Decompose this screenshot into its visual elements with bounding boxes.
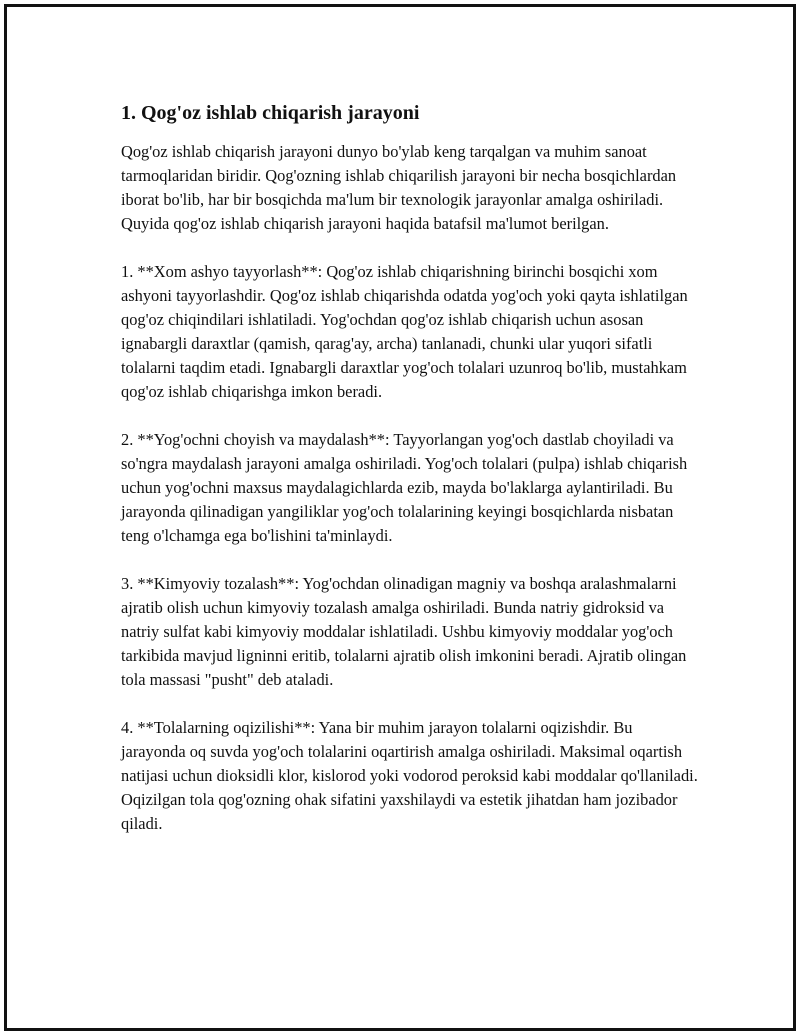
step-2-paragraph: 2. **Yog'ochni choyish va maydalash**: Tayyorlangan yog'och dastlab choyiladi va so'ngra maydalash jarayoni amalga oshiriladi. Yog'och tolalari (pulpa) ishlab chiqarish uchun yog'ochni maxsus maydalagichlarda ezib, mayda bo'laklarga aylantiriladi. Bu jarayonda qilinadigan yangiliklar yog'och tolalarining keyingi bosqichlarda nisbatan teng o'lchamga ega bo'lishini ta'minlaydi. [121, 430, 688, 545]
page-frame [4, 4, 796, 1031]
step-3-paragraph: 3. **Kimyoviy tozalash**: Yog'ochdan olinadigan magniy va boshqa aralashmalarni ajratib olish uchun kimyoviy tozalash amalga oshiriladi. Bunda natriy gidroksid va natriy sulfat kabi kimyoviy moddalar ishlatiladi. Ushbu kimyoviy moddalar yog'och tarkibida mavjud ligninni eritib, tolalarni ajratib olish imkonini beradi. Ajratib olingan tola massasi "pusht" deb ataladi. [121, 574, 687, 689]
document-body [121, 99, 701, 860]
step-1-paragraph: 1. **Xom ashyo tayyorlash**: Qog'oz ishlab chiqarishning birinchi bosqichi xom ashyoni tayyorlashdir. Qog'oz ishlab chiqarishda odatda yog'och yoki qayta ishlatilgan qog'oz chiqindilari ishlatiladi. Yog'ochdan qog'oz ishlab chiqarish uchun asosan ignabargli daraxtlar (qamish, qarag'ay, archa) tanlanadi, chunki ular yuqori sifatli tolalarni taqdim etadi. Ignabargli daraxtlar yog'och tolalari uzunroq bo'lib, mustahkam qog'oz ishlab chiqarishga imkon beradi. [121, 262, 688, 401]
document-title: 1. Qog'oz ishlab chiqarish jarayoni [121, 102, 420, 124]
intro-paragraph: Qog'oz ishlab chiqarish jarayoni dunyo bo'ylab keng tarqalgan va muhim sanoat tarmoqlaridan biridir. Qog'ozning ishlab chiqarilish jarayoni bir necha bosqichlardan iborat bo'lib, har bir bosqichda ma'lum bir texnologik jarayonlar amalga oshiriladi. Quyida qog'oz ishlab chiqarish jarayoni haqida batafsil ma'lumot berilgan. [121, 142, 677, 233]
step-4-paragraph: 4. **Tolalarning oqizilishi**: Yana bir muhim jarayon tolalarni oqizishdir. Bu jarayonda oq suvda yog'och tolalarini oqartirish amalga oshiriladi. Maksimal oqartish natijasi uchun dioksidli klor, kislorod yoki vodorod peroksid kabi moddalar qo'llaniladi. Oqizilgan tola qog'ozning ohak sifatini yaxshilaydi va estetik jihatdan ham jozibador qiladi. [121, 718, 698, 833]
